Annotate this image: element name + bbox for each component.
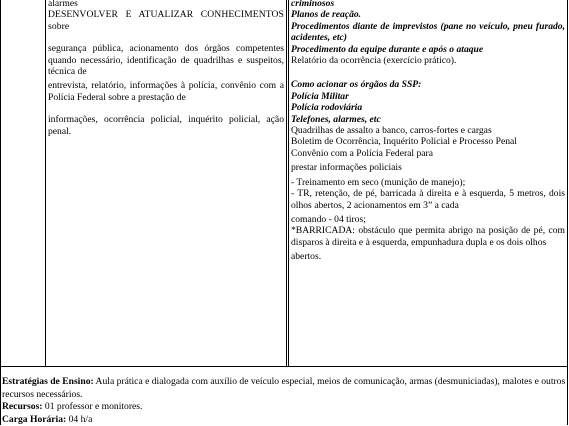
right-item-11: Boletim de Ocorrência, Inquérito Policial e Processo Penal — [291, 136, 565, 147]
right-item-17: *BARRICADA: obstáculo que permita abrigo na posição de pé, com disparos à direita e à esquerda, empunhadura dupla e os dois olhos — [291, 225, 565, 248]
left-text-3: segurança pública, acionamento dos órgãos competentes quando necessário, identificação de quadrilhas e suspeitos, técnica de — [48, 43, 284, 77]
right-item-18: abertos. — [291, 251, 565, 262]
right-item-1: criminosos — [291, 0, 565, 9]
right-item-16: comando - 04 tiros; — [291, 214, 565, 225]
carga-label: Carga Horária: — [2, 414, 66, 425]
carga-text: 04 h/a — [66, 414, 92, 425]
left-text-2: DESENVOLVER E ATUALIZAR CONHECIMENTOS sobre — [48, 9, 284, 32]
carga-line — [2, 414, 568, 426]
table-right-border — [567, 0, 568, 425]
estrategias-text: Aula prática e dialogada com auxílio de veículo especial, meios de comunicação, armas (desmuniciadas), malotes e outros recursos necessários. — [2, 376, 565, 400]
right-item-3: Procedimentos diante de imprevistos (pane no veículo, pneu furado, acidentes, etc) — [291, 21, 565, 44]
table-row-divider — [0, 366, 568, 367]
right-item-4: Procedimento da equipe durante e após o ataque — [291, 44, 565, 55]
left-text-5: informações, ocorrência policial, inquérito policial, ação penal. — [48, 114, 284, 137]
right-item-9: Telefones, alarmes, etc — [291, 114, 565, 125]
right-item-6: Como acionar os órgãos da SSP: — [291, 79, 565, 90]
right-item-5: Relatório da ocorrência (exercício prático). — [291, 55, 565, 66]
table-col-divider-3 — [288, 0, 289, 366]
estrategias-label: Estratégias de Ensino: — [2, 376, 94, 387]
right-item-2: Planos de reação. — [291, 9, 565, 20]
recursos-line — [2, 401, 568, 414]
right-item-7: Polícia Militar — [291, 91, 565, 102]
right-item-12: Convênio com a Polícia Federal para — [291, 148, 565, 159]
right-item-14: - Treinamento em seco (munição de manejo); — [291, 177, 565, 188]
recursos-label: Recursos: — [2, 401, 43, 412]
table-col-divider-2 — [286, 0, 287, 366]
table-col-divider-1 — [45, 0, 46, 366]
right-item-8: Polícia rodoviária — [291, 102, 565, 113]
footer-section — [2, 376, 568, 426]
estrategias-line — [2, 376, 568, 401]
footer-left-border — [0, 366, 1, 425]
right-item-10: Quadrilhas de assalto a banco, carros-fortes e cargas — [291, 125, 565, 136]
content-column-right — [291, 0, 565, 263]
right-item-15: - TR, retenção, de pé, barricada à direita e à esquerda, 5 metros, dois olhos abertos, 2 acionamentos em 3” a cada — [291, 188, 565, 211]
left-text-4: entrevista, relatório, informações à polícia, convênio com a Polícia Federal sobre a prestação de — [48, 80, 284, 103]
recursos-text: 01 professor e monitores. — [43, 401, 143, 412]
left-text-1: alarmes — [48, 0, 284, 9]
content-column-left — [48, 0, 284, 137]
table-left-border — [0, 0, 1, 366]
right-item-13: prestar informações policiais — [291, 162, 565, 173]
